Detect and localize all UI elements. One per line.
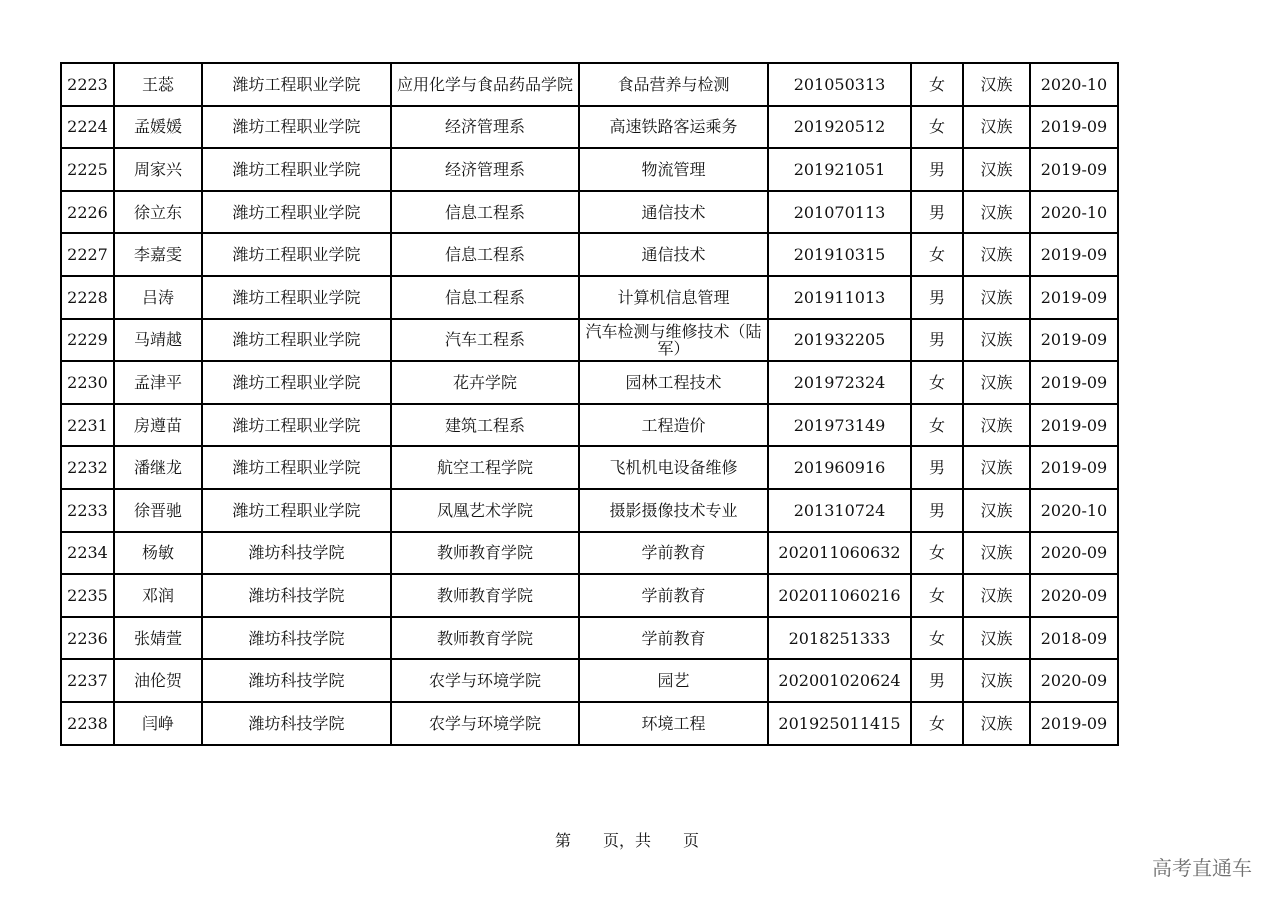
enrollment-date-cell: 2020-09 — [1030, 659, 1118, 702]
school-cell: 潍坊科技学院 — [202, 617, 391, 660]
ethnicity-cell: 汉族 — [963, 532, 1030, 575]
department-cell: 经济管理系 — [391, 106, 579, 149]
student-id-cell: 201310724 — [768, 489, 911, 532]
table-row — [61, 489, 1118, 532]
student-id-cell: 201911013 — [768, 276, 911, 319]
gender-cell: 男 — [911, 191, 963, 234]
table-row — [61, 617, 1118, 660]
student-id-cell: 201910315 — [768, 233, 911, 276]
table-row — [61, 63, 1118, 106]
table-row — [61, 702, 1118, 745]
school-cell: 潍坊科技学院 — [202, 574, 391, 617]
table-row — [61, 106, 1118, 149]
student-id-cell: 2018251333 — [768, 617, 911, 660]
name-cell: 马靖越 — [114, 319, 202, 362]
school-cell: 潍坊工程职业学院 — [202, 191, 391, 234]
department-cell: 教师教育学院 — [391, 617, 579, 660]
table-row — [61, 532, 1118, 575]
row-number-cell: 2236 — [61, 617, 114, 660]
ethnicity-cell: 汉族 — [963, 574, 1030, 617]
table-row — [61, 574, 1118, 617]
name-cell: 邓润 — [114, 574, 202, 617]
major-cell: 环境工程 — [579, 702, 768, 745]
gender-cell: 女 — [911, 617, 963, 660]
enrollment-date-cell: 2019-09 — [1030, 702, 1118, 745]
row-number-cell: 2227 — [61, 233, 114, 276]
enrollment-date-cell: 2019-09 — [1030, 106, 1118, 149]
gender-cell: 男 — [911, 319, 963, 362]
student-id-cell: 201920512 — [768, 106, 911, 149]
row-number-cell: 2231 — [61, 404, 114, 447]
gender-cell: 男 — [911, 489, 963, 532]
major-cell: 食品营养与检测 — [579, 63, 768, 106]
department-cell: 农学与环境学院 — [391, 659, 579, 702]
student-id-cell: 201972324 — [768, 361, 911, 404]
row-number-cell: 2225 — [61, 148, 114, 191]
name-cell: 孟津平 — [114, 361, 202, 404]
major-cell: 工程造价 — [579, 404, 768, 447]
major-cell: 汽车检测与维修技术（陆军） — [579, 319, 768, 362]
school-cell: 潍坊工程职业学院 — [202, 361, 391, 404]
name-cell: 孟媛媛 — [114, 106, 202, 149]
department-cell: 建筑工程系 — [391, 404, 579, 447]
student-id-cell: 202001020624 — [768, 659, 911, 702]
department-cell: 应用化学与食品药品学院 — [391, 63, 579, 106]
enrollment-date-cell: 2019-09 — [1030, 276, 1118, 319]
school-cell: 潍坊工程职业学院 — [202, 489, 391, 532]
page-footer: 第 页，共 页 — [555, 831, 700, 850]
enrollment-date-cell: 2020-10 — [1030, 191, 1118, 234]
table-row — [61, 659, 1118, 702]
name-cell: 油伦贺 — [114, 659, 202, 702]
row-number-cell: 2233 — [61, 489, 114, 532]
department-cell: 信息工程系 — [391, 191, 579, 234]
name-cell: 王蕊 — [114, 63, 202, 106]
school-cell: 潍坊工程职业学院 — [202, 404, 391, 447]
gender-cell: 男 — [911, 446, 963, 489]
major-cell: 高速铁路客运乘务 — [579, 106, 768, 149]
table-row — [61, 276, 1118, 319]
row-number-cell: 2235 — [61, 574, 114, 617]
department-cell: 凤凰艺术学院 — [391, 489, 579, 532]
name-cell: 张婧萱 — [114, 617, 202, 660]
school-cell: 潍坊工程职业学院 — [202, 63, 391, 106]
enrollment-date-cell: 2020-10 — [1030, 489, 1118, 532]
enrollment-date-cell: 2018-09 — [1030, 617, 1118, 660]
student-id-cell: 201921051 — [768, 148, 911, 191]
gender-cell: 女 — [911, 404, 963, 447]
row-number-cell: 2238 — [61, 702, 114, 745]
enrollment-date-cell: 2020-09 — [1030, 532, 1118, 575]
major-cell: 通信技术 — [579, 233, 768, 276]
enrollment-date-cell: 2019-09 — [1030, 233, 1118, 276]
ethnicity-cell: 汉族 — [963, 191, 1030, 234]
name-cell: 吕涛 — [114, 276, 202, 319]
enrollment-date-cell: 2020-09 — [1030, 574, 1118, 617]
ethnicity-cell: 汉族 — [963, 361, 1030, 404]
name-cell: 闫峥 — [114, 702, 202, 745]
ethnicity-cell: 汉族 — [963, 404, 1030, 447]
ethnicity-cell: 汉族 — [963, 446, 1030, 489]
enrollment-date-cell: 2020-10 — [1030, 63, 1118, 106]
gender-cell: 男 — [911, 276, 963, 319]
school-cell: 潍坊工程职业学院 — [202, 446, 391, 489]
row-number-cell: 2234 — [61, 532, 114, 575]
name-cell: 潘继龙 — [114, 446, 202, 489]
row-number-cell: 2230 — [61, 361, 114, 404]
row-number-cell: 2223 — [61, 63, 114, 106]
student-id-cell: 202011060216 — [768, 574, 911, 617]
department-cell: 航空工程学院 — [391, 446, 579, 489]
gender-cell: 女 — [911, 233, 963, 276]
gender-cell: 男 — [911, 148, 963, 191]
school-cell: 潍坊工程职业学院 — [202, 148, 391, 191]
student-id-cell: 201925011415 — [768, 702, 911, 745]
enrollment-date-cell: 2019-09 — [1030, 446, 1118, 489]
school-cell: 潍坊工程职业学院 — [202, 233, 391, 276]
major-cell: 学前教育 — [579, 617, 768, 660]
student-id-cell: 202011060632 — [768, 532, 911, 575]
table-row — [61, 361, 1118, 404]
name-cell: 房遵苗 — [114, 404, 202, 447]
school-cell: 潍坊科技学院 — [202, 532, 391, 575]
school-cell: 潍坊科技学院 — [202, 659, 391, 702]
ethnicity-cell: 汉族 — [963, 319, 1030, 362]
row-number-cell: 2237 — [61, 659, 114, 702]
school-cell: 潍坊工程职业学院 — [202, 106, 391, 149]
row-number-cell: 2224 — [61, 106, 114, 149]
major-cell: 摄影摄像技术专业 — [579, 489, 768, 532]
table-row — [61, 148, 1118, 191]
school-cell: 潍坊科技学院 — [202, 702, 391, 745]
table-row — [61, 319, 1118, 362]
ethnicity-cell: 汉族 — [963, 276, 1030, 319]
school-cell: 潍坊工程职业学院 — [202, 276, 391, 319]
department-cell: 农学与环境学院 — [391, 702, 579, 745]
name-cell: 周家兴 — [114, 148, 202, 191]
ethnicity-cell: 汉族 — [963, 233, 1030, 276]
name-cell: 徐晋驰 — [114, 489, 202, 532]
row-number-cell: 2229 — [61, 319, 114, 362]
major-cell: 学前教育 — [579, 532, 768, 575]
ethnicity-cell: 汉族 — [963, 617, 1030, 660]
table-row — [61, 233, 1118, 276]
school-cell: 潍坊工程职业学院 — [202, 319, 391, 362]
student-id-cell: 201050313 — [768, 63, 911, 106]
roster-body — [61, 63, 1118, 745]
enrollment-date-cell: 2019-09 — [1030, 319, 1118, 362]
watermark-logo: 高考直通车 — [1152, 856, 1252, 880]
major-cell: 园林工程技术 — [579, 361, 768, 404]
enrollment-date-cell: 2019-09 — [1030, 361, 1118, 404]
row-number-cell: 2232 — [61, 446, 114, 489]
gender-cell: 男 — [911, 659, 963, 702]
enrollment-date-cell: 2019-09 — [1030, 404, 1118, 447]
department-cell: 教师教育学院 — [391, 532, 579, 575]
department-cell: 教师教育学院 — [391, 574, 579, 617]
enrollment-date-cell: 2019-09 — [1030, 148, 1118, 191]
name-cell: 杨敏 — [114, 532, 202, 575]
row-number-cell: 2228 — [61, 276, 114, 319]
table-row — [61, 446, 1118, 489]
student-id-cell: 201960916 — [768, 446, 911, 489]
student-id-cell: 201932205 — [768, 319, 911, 362]
department-cell: 花卉学院 — [391, 361, 579, 404]
ethnicity-cell: 汉族 — [963, 106, 1030, 149]
ethnicity-cell: 汉族 — [963, 489, 1030, 532]
department-cell: 汽车工程系 — [391, 319, 579, 362]
gender-cell: 女 — [911, 361, 963, 404]
ethnicity-cell: 汉族 — [963, 148, 1030, 191]
table-row — [61, 404, 1118, 447]
major-cell: 园艺 — [579, 659, 768, 702]
department-cell: 经济管理系 — [391, 148, 579, 191]
student-id-cell: 201973149 — [768, 404, 911, 447]
ethnicity-cell: 汉族 — [963, 63, 1030, 106]
gender-cell: 女 — [911, 106, 963, 149]
gender-cell: 女 — [911, 63, 963, 106]
gender-cell: 女 — [911, 574, 963, 617]
major-cell: 物流管理 — [579, 148, 768, 191]
name-cell: 徐立东 — [114, 191, 202, 234]
major-cell: 通信技术 — [579, 191, 768, 234]
table-row — [61, 191, 1118, 234]
student-roster-table — [60, 62, 1119, 746]
major-cell: 计算机信息管理 — [579, 276, 768, 319]
gender-cell: 女 — [911, 532, 963, 575]
name-cell: 李嘉雯 — [114, 233, 202, 276]
department-cell: 信息工程系 — [391, 233, 579, 276]
major-cell: 学前教育 — [579, 574, 768, 617]
ethnicity-cell: 汉族 — [963, 702, 1030, 745]
ethnicity-cell: 汉族 — [963, 659, 1030, 702]
department-cell: 信息工程系 — [391, 276, 579, 319]
gender-cell: 女 — [911, 702, 963, 745]
row-number-cell: 2226 — [61, 191, 114, 234]
major-cell: 飞机机电设备维修 — [579, 446, 768, 489]
student-id-cell: 201070113 — [768, 191, 911, 234]
